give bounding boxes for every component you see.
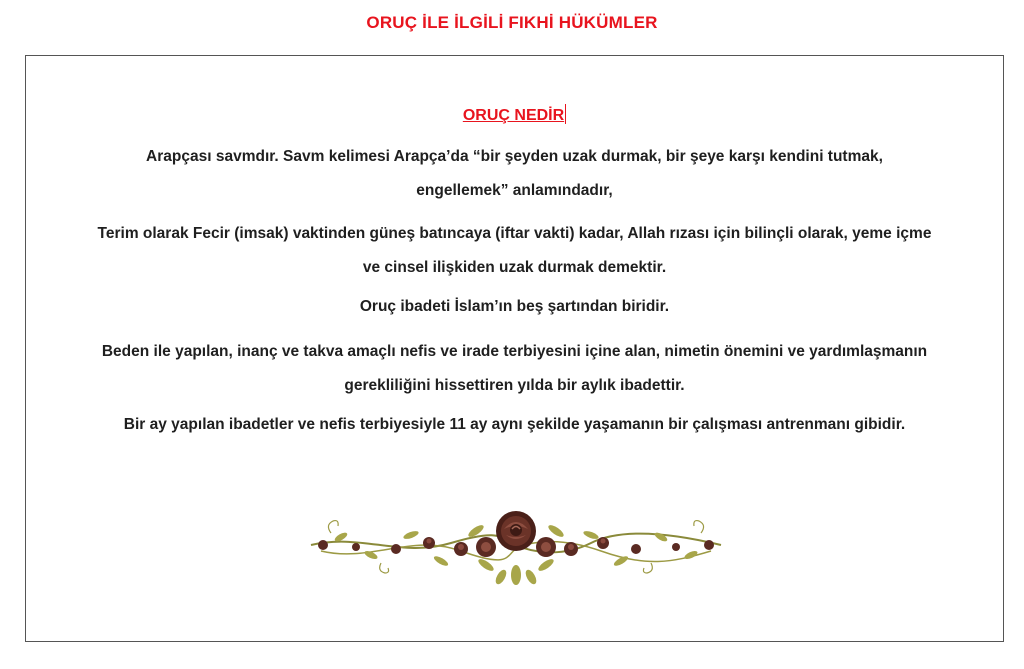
paragraph-line-8: Bir ay yapılan ibadetler ve nefis terbiyesiyle 11 ay aynı şekilde yaşamanın bir çalışması antrenmanı gibidir. — [123, 416, 906, 433]
paragraph-line-4: ve cinsel ilişkiden uzak durmak demektir. — [362, 259, 667, 276]
page-title: ORUÇ İLE İLGİLİ FIKHİ HÜKÜMLER — [366, 13, 658, 32]
paragraph-line-1: Arapçası savmdır. Savm kelimesi Arapça’da “bir şeyden uzak durmak, bir şeye karşı kendini tutmak, — [146, 148, 883, 165]
rose-vine-border-icon — [301, 503, 731, 588]
paragraph-line-3: Terim olarak Fecir (imsak) vaktinden güneş batıncaya (iftar vakti) kadar, Allah rızası için bilinçli olarak, yeme içme — [97, 225, 932, 242]
paragraph-line-5: Oruç ibadeti İslam’ın beş şartından biridir. — [359, 298, 670, 315]
section-heading-text: ORUÇ NEDİR — [462, 107, 565, 124]
paragraph-line-7: gerekliliğini hissettiren yılda bir aylık ibadettir. — [344, 377, 685, 394]
paragraph-line-2: engellemek” anlamındadır, — [416, 182, 613, 199]
paragraph-line-6: Beden ile yapılan, inanç ve takva amaçlı nefis ve irade terbiyesini içine alan, nimetin önemini ve yardımlaşmanın — [101, 343, 928, 360]
content-frame — [25, 55, 1004, 642]
section-heading — [26, 104, 1003, 125]
text-cursor — [565, 104, 566, 124]
